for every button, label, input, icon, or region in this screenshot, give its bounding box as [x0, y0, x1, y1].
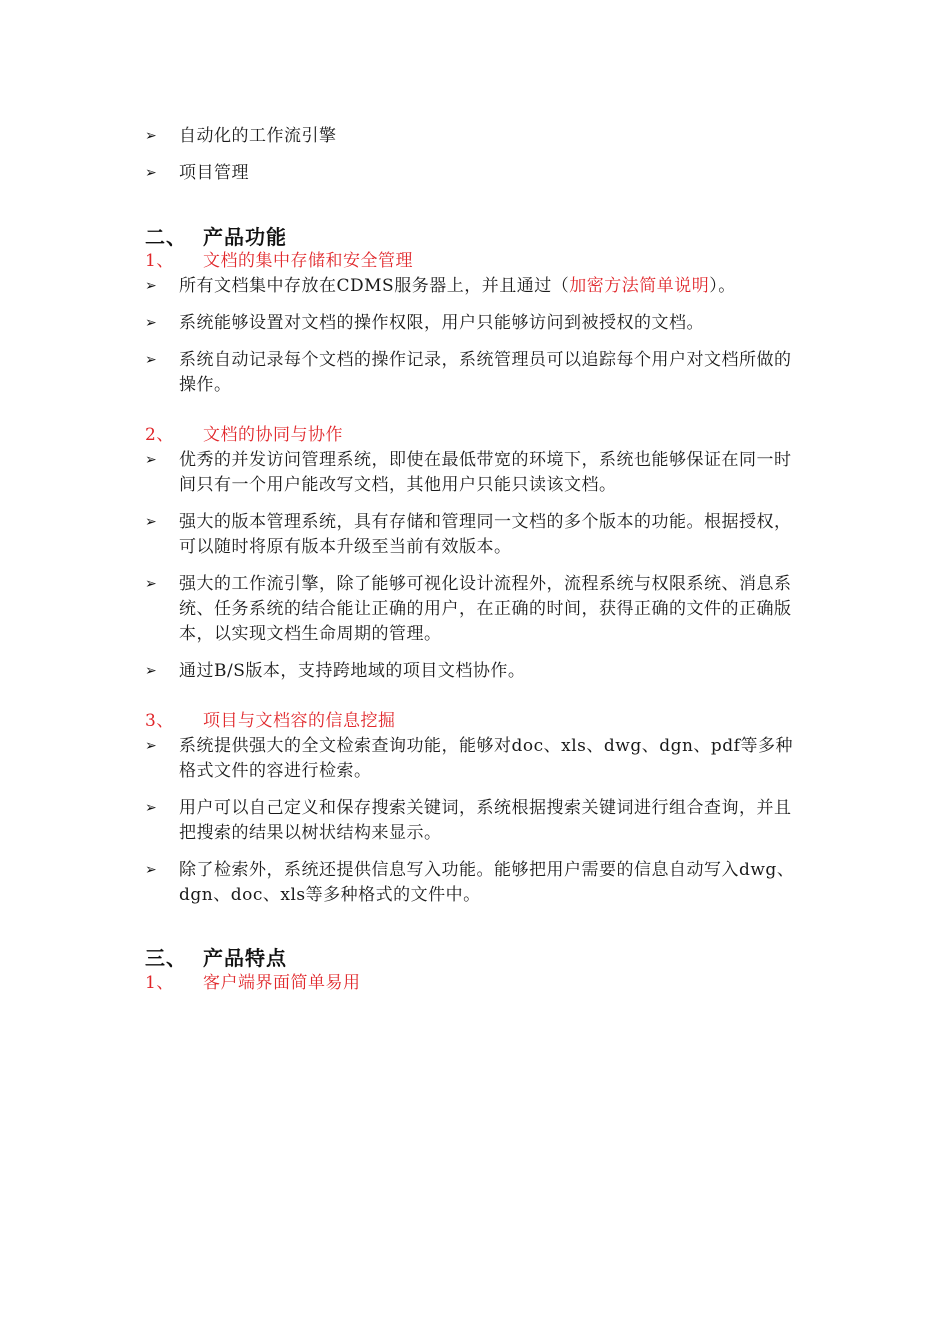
bullet-item [145, 448, 805, 498]
section-heading [145, 945, 287, 971]
subsection-heading [145, 709, 396, 733]
encryption-note: 加密方法简单说明 [569, 276, 710, 296]
arrow-bullet-icon: ➢ [145, 862, 158, 878]
subsection-number: 1、 [145, 973, 174, 993]
arrow-bullet-icon: ➢ [145, 352, 158, 368]
bullet-text: 系统自动记录每个文档的操作记录，系统管理员可以追踪每个用户对文档所做的操作。 [179, 350, 792, 395]
bullet-item [145, 161, 805, 186]
arrow-bullet-icon: ➢ [145, 663, 158, 679]
arrow-bullet-icon: ➢ [145, 800, 158, 816]
bullet-text: 项目管理 [179, 163, 249, 183]
bullet-text: 除了检索外，系统还提供信息写入功能。能够把用户需要的信息自动写入dwg、dgn、doc、xls等多种格式的文件中。 [179, 860, 795, 905]
bullet-item [145, 734, 805, 784]
subsection-heading [145, 423, 343, 447]
subsection-heading [145, 971, 361, 995]
arrow-bullet-icon: ➢ [145, 165, 158, 181]
arrow-bullet-icon: ➢ [145, 452, 158, 468]
section-title: 产品功能 [203, 225, 287, 249]
bullet-text: 系统提供强大的全文检索查询功能，能够对doc、xls、dwg、dgn、pdf等多种格式文件的容进行检索。 [179, 736, 793, 781]
bullet-text: 自动化的工作流引擎 [179, 126, 337, 146]
bullet-item [145, 311, 805, 336]
subsection-heading [145, 249, 413, 273]
bullet-text: 系统能够设置对文档的操作权限，用户只能够访问到被授权的文档。 [179, 313, 704, 333]
bullet-item [145, 348, 805, 398]
section-number: 二、 [145, 225, 187, 249]
arrow-bullet-icon: ➢ [145, 738, 158, 754]
bullet-text: 所有文档集中存放在CDMS服务器上，并且通过（加密方法简单说明）。 [179, 276, 736, 296]
subsection-title: 项目与文档容的信息挖掘 [203, 711, 396, 731]
subsection-number: 1、 [145, 251, 174, 271]
bullet-item [145, 124, 805, 149]
bullet-text: 通过B/S版本，支持跨地域的项目文档协作。 [179, 661, 526, 681]
bullet-item [145, 572, 805, 647]
bullet-text: 强大的工作流引擎，除了能够可视化设计流程外，流程系统与权限系统、消息系统、任务系统的结合能让正确的用户，在正确的时间，获得正确的文件的正确版本，以实现文档生命周期的管理。 [179, 574, 792, 644]
bullet-item [145, 858, 805, 908]
section-title: 产品特点 [203, 946, 287, 970]
arrow-bullet-icon: ➢ [145, 514, 158, 530]
subsection-title: 文档的协同与协作 [203, 425, 343, 445]
subsection-number: 2、 [145, 425, 174, 445]
bullet-text: 强大的版本管理系统，具有存储和管理同一文档的多个版本的功能。根据授权，可以随时将原有版本升级至当前有效版本。 [179, 512, 792, 557]
subsection-number: 3、 [145, 711, 174, 731]
section-number: 三、 [145, 946, 187, 970]
arrow-bullet-icon: ➢ [145, 278, 158, 294]
subsection-title: 客户端界面简单易用 [203, 973, 361, 993]
bullet-text: 优秀的并发访问管理系统，即使在最低带宽的环境下，系统也能够保证在同一时间只有一个用户能改写文档，其他用户只能只读该文档。 [179, 450, 792, 495]
bullet-text: 用户可以自己定义和保存搜索关键词，系统根据搜索关键词进行组合查询，并且把搜索的结果以树状结构来显示。 [179, 798, 792, 843]
bullet-item [145, 274, 805, 299]
section-heading [145, 224, 287, 250]
bullet-item [145, 796, 805, 846]
bullet-item [145, 659, 805, 684]
arrow-bullet-icon: ➢ [145, 315, 158, 331]
arrow-bullet-icon: ➢ [145, 576, 158, 592]
bullet-item [145, 510, 805, 560]
subsection-title: 文档的集中存储和安全管理 [203, 251, 413, 271]
arrow-bullet-icon: ➢ [145, 128, 158, 144]
